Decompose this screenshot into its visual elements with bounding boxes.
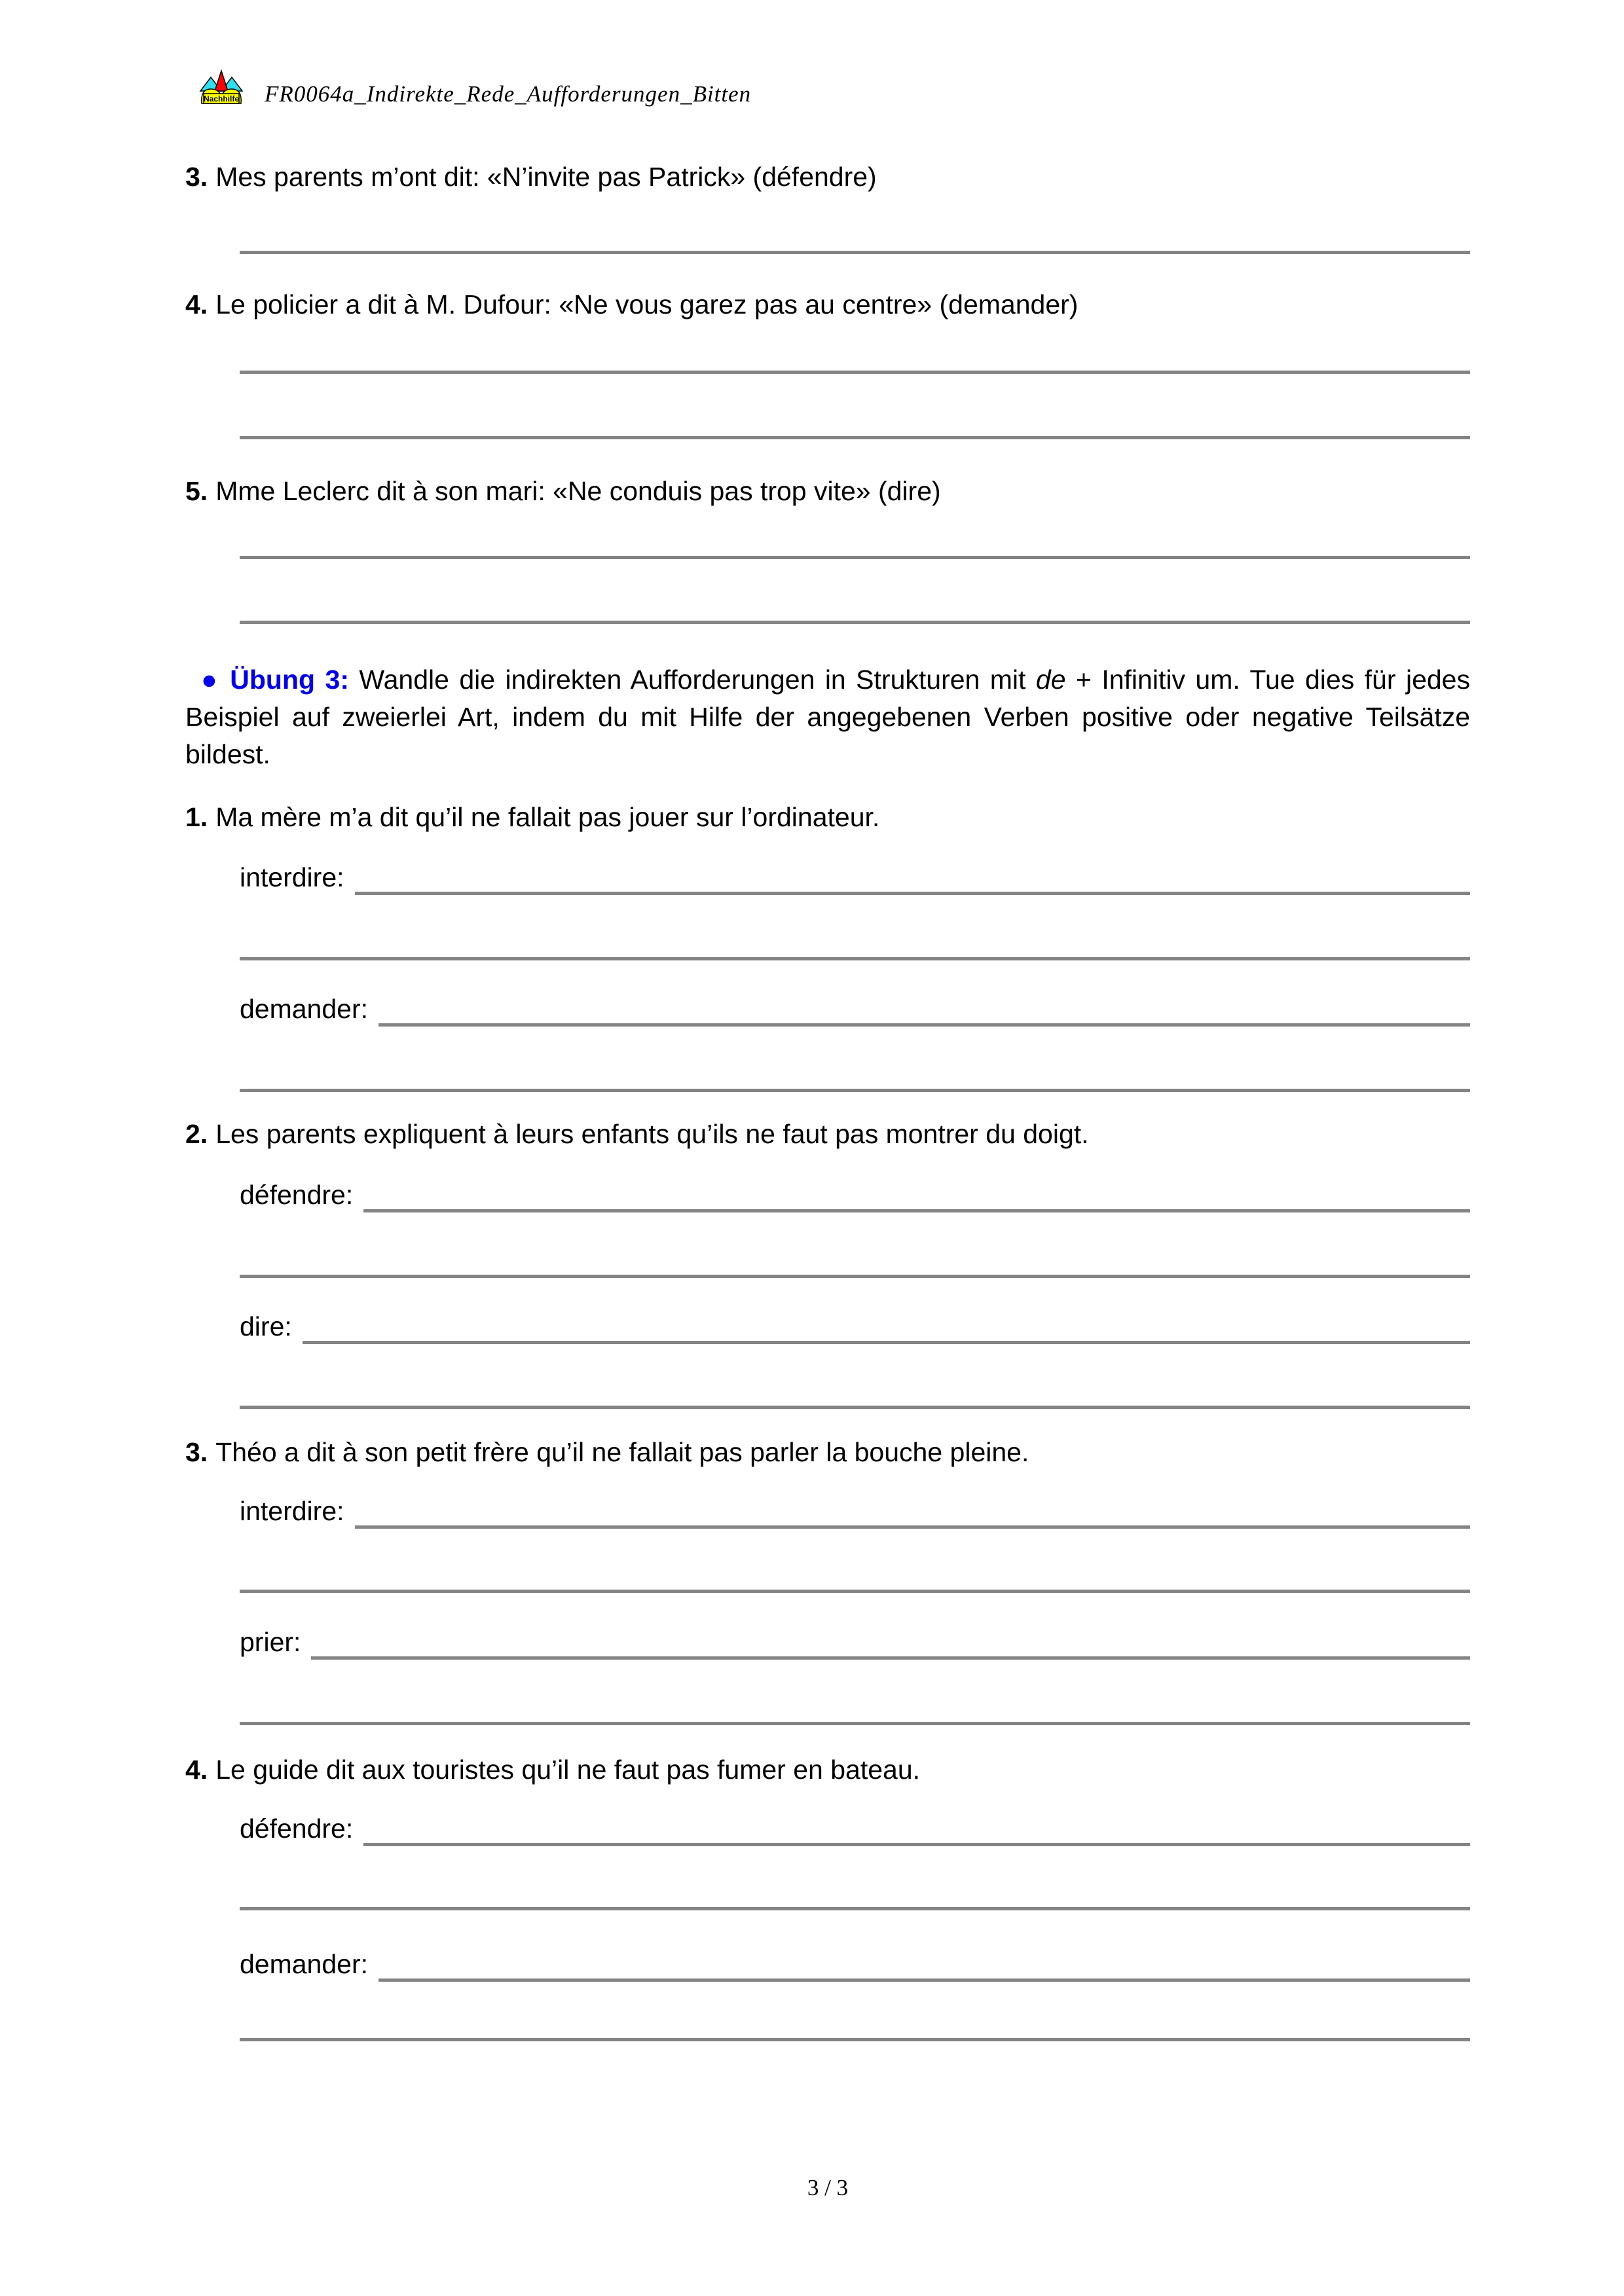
answer-line — [378, 1978, 1470, 1982]
verb-answer-row — [240, 1175, 1470, 1212]
verb-answer-row — [240, 1944, 1470, 1982]
item-text: Le policier a dit à M. Dufour: «Ne vous garez pas au centre» (demander) — [215, 289, 1079, 319]
item-number: 2. — [185, 1119, 208, 1149]
instruction-text: Wandle die indirekten Aufforderungen in Strukturen mit — [359, 665, 1026, 695]
item-text: Le guide dit aux touristes qu’il ne faut pas fumer en bateau. — [215, 1755, 921, 1785]
answer-line — [378, 1023, 1470, 1027]
item-text: Mme Leclerc dit à son mari: «Ne conduis pas trop vite» (dire) — [215, 476, 941, 506]
answer-line — [240, 1406, 1470, 1409]
answer-line — [240, 371, 1470, 374]
answer-line — [240, 2038, 1470, 2041]
verb-answer-row — [240, 1491, 1470, 1529]
instruction-text: + Infinitiv um. Tue dies für jedes Beispiel auf zweierlei Art, indem du mit Hilfe der angegebenen Verben positive oder negative Teilsätze bildest. — [185, 665, 1470, 769]
nachhilfe-logo-icon — [199, 69, 244, 105]
answer-line — [355, 1525, 1470, 1529]
verb-label: dire: — [240, 1311, 292, 1341]
answer-line — [240, 251, 1470, 254]
page-number: 3 / 3 — [807, 2175, 849, 2200]
answer-line — [240, 1089, 1470, 1092]
bullet-icon: ● — [201, 665, 220, 695]
item-text: Les parents expliquent à leurs enfants qu’ils ne faut pas montrer du doigt. — [215, 1119, 1089, 1149]
logo-text: Nachhilfe — [203, 94, 240, 103]
item-number: 5. — [185, 476, 208, 506]
sentence-item-3 — [185, 161, 1470, 192]
answer-line — [240, 1590, 1470, 1593]
exercise-label: Übung 3: — [230, 665, 349, 695]
verb-label: défendre: — [240, 1180, 354, 1210]
verb-answer-row — [240, 989, 1470, 1027]
uebung3-item-2 — [185, 1118, 1470, 1150]
item-text: Ma mère m’a dit qu’il ne fallait pas jouer sur l’ordinateur. — [215, 802, 880, 832]
answer-line — [240, 436, 1470, 439]
item-text: Mes parents m’ont dit: «N’invite pas Patrick» (défendre) — [215, 162, 877, 192]
answer-line — [363, 1843, 1470, 1846]
verb-answer-row — [240, 1306, 1470, 1344]
verb-label: prier: — [240, 1627, 301, 1657]
answer-line — [240, 1907, 1470, 1910]
verb-label: interdire: — [240, 862, 344, 892]
verb-answer-row — [240, 857, 1470, 895]
answer-line — [303, 1341, 1470, 1344]
verb-label: interdire: — [240, 1496, 344, 1526]
uebung3-item-4 — [185, 1754, 1470, 1785]
item-number: 3. — [185, 1437, 208, 1467]
uebung3-item-1 — [185, 801, 1470, 833]
verb-label: demander: — [240, 1949, 369, 1979]
item-number: 4. — [185, 289, 208, 319]
verb-label: défendre: — [240, 1813, 354, 1844]
sentence-item-4 — [185, 289, 1470, 320]
answer-line — [363, 1209, 1470, 1212]
item-text: Théo a dit à son petit frère qu’il ne fallait pas parler la bouche pleine. — [215, 1437, 1029, 1467]
answer-line — [240, 1275, 1470, 1278]
answer-line — [240, 556, 1470, 559]
instruction-de-italic: de — [1035, 665, 1066, 695]
document-title: FR0064a_Indirekte_Rede_Aufforderungen_Bitten — [265, 81, 752, 107]
answer-line — [240, 621, 1470, 624]
answer-line — [240, 957, 1470, 960]
item-number: 1. — [185, 802, 208, 832]
sentence-item-5 — [185, 475, 1470, 507]
uebung3-item-3 — [185, 1436, 1470, 1468]
verb-answer-row — [240, 1808, 1470, 1846]
answer-line — [240, 1722, 1470, 1725]
item-number: 4. — [185, 1755, 208, 1785]
verb-label: demander: — [240, 994, 369, 1024]
answer-line — [311, 1656, 1470, 1660]
verb-answer-row — [240, 1622, 1470, 1660]
answer-line — [355, 892, 1470, 895]
exercise-heading — [185, 661, 1470, 773]
item-number: 3. — [185, 162, 208, 192]
